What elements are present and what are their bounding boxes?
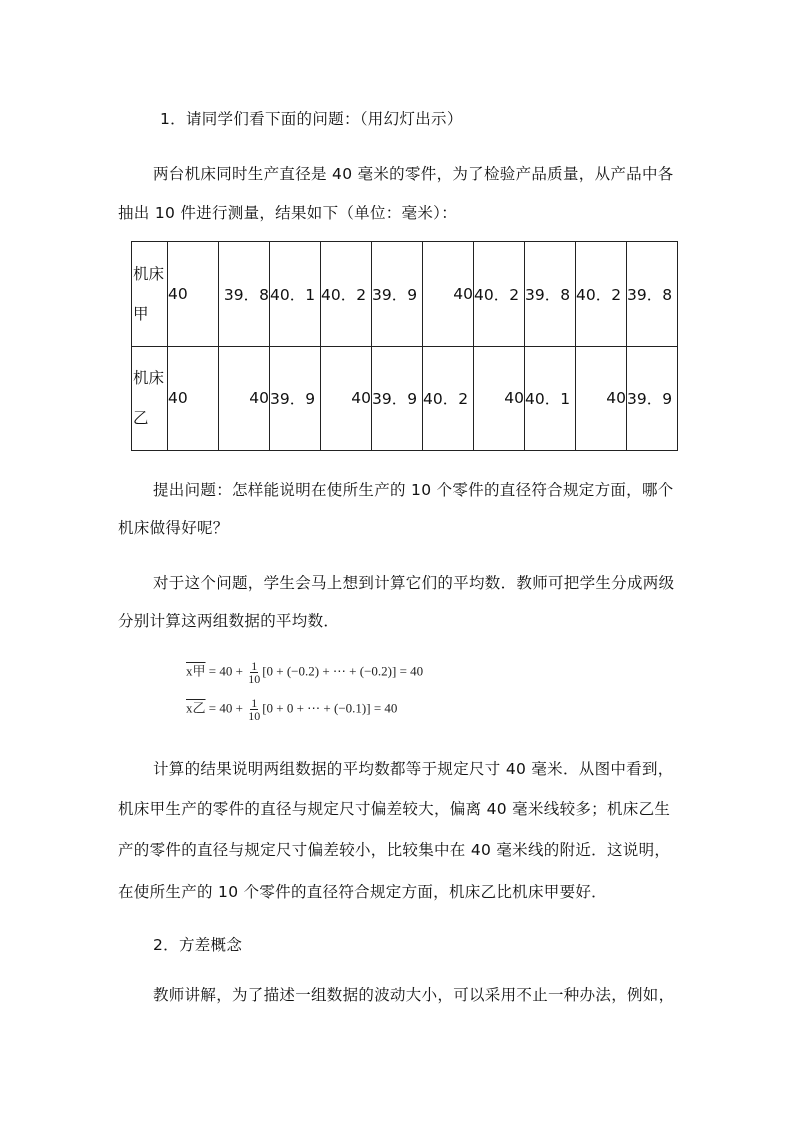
fraction (248, 697, 260, 722)
result-line-1: 计算的结果说明两组数据的平均数都等于规定尺寸 40 毫米．从图中看到， (153, 760, 674, 778)
table-cell: 40．2 (474, 242, 525, 347)
formula-lhs: = 40 + (205, 663, 247, 679)
table-cell: 39．9 (270, 346, 321, 451)
row-label-machine-a: 机床甲 (132, 242, 168, 347)
measurement-table (131, 241, 678, 451)
table-cell: 40．1 (525, 346, 576, 451)
answer-line-2: 分别计算这两组数据的平均数． (118, 612, 340, 630)
table-cell: 40 (168, 346, 219, 451)
row-label-machine-b: 机床乙 (132, 346, 168, 451)
table-cell: 40 (219, 346, 270, 451)
table-cell: 39．8 (627, 242, 678, 347)
fraction-numerator: 1 (251, 659, 258, 673)
answer-line-1: 对于这个问题，学生会马上想到计算它们的平均数．教师可把学生分成两级 (153, 574, 675, 592)
section-2-title: 2．方差概念 (153, 936, 243, 954)
table-cell: 40．2 (321, 242, 372, 347)
fraction-numerator: 1 (251, 696, 258, 710)
table-row-machine-b (132, 346, 678, 451)
result-line-3: 产的零件的直径与规定尺寸偏差较小，比较集中在 40 毫米线的附近．这说明， (118, 841, 671, 859)
question-line-1: 提出问题：怎样能说明在使所生产的 10 个零件的直径符合规定方面，哪个 (153, 481, 674, 499)
result-line-4: 在使所生产的 10 个零件的直径符合规定方面，机床乙比机床甲要好． (118, 883, 607, 901)
table-cell: 39．9 (372, 242, 423, 347)
table-cell: 39．8 (525, 242, 576, 347)
problem-text-line-2: 抽出 10 件进行测量，结果如下（单位：毫米）： (118, 204, 458, 222)
mean-formula-machine-a (186, 660, 423, 685)
table-cell: 39．8 (219, 242, 270, 347)
formula-rhs: [0 + (−0.2) + ⋯ + (−0.2)] = 40 (262, 663, 424, 679)
mean-formula-machine-b (186, 697, 397, 722)
table-cell: 39．9 (627, 346, 678, 451)
problem-text-line-1: 两台机床同时生产直径是 40 毫米的零件，为了检验产品质量，从产品中各 (153, 165, 674, 183)
formula-rhs: [0 + 0 + ⋯ + (−0.1)] = 40 (262, 700, 398, 716)
table-cell: 40 (576, 346, 627, 451)
formula-variable: x甲 (186, 663, 206, 679)
table-cell: 40 (423, 242, 474, 347)
table-cell: 40．2 (576, 242, 627, 347)
formula-lhs: = 40 + (205, 700, 247, 716)
table-cell: 40 (168, 242, 219, 347)
formula-variable: x乙 (186, 700, 206, 716)
result-line-2: 机床甲生产的零件的直径与规定尺寸偏差较大，偏离 40 毫米线较多；机床乙生 (118, 800, 671, 818)
table-row-machine-a (132, 242, 678, 347)
fraction-denominator: 10 (248, 672, 261, 686)
section-2-line-1: 教师讲解，为了描述一组数据的波动大小，可以采用不止一种办法，例如， (153, 986, 675, 1004)
question-line-2: 机床做得好呢？ (118, 519, 229, 537)
section-1-title: 1．请同学们看下面的问题：（用幻灯出示） (160, 110, 463, 128)
table-cell: 40 (321, 346, 372, 451)
table-cell: 40．1 (270, 242, 321, 347)
table-cell: 40．2 (423, 346, 474, 451)
fraction-denominator: 10 (248, 709, 261, 723)
table-cell: 39．9 (372, 346, 423, 451)
fraction (248, 660, 260, 685)
table-cell: 40 (474, 346, 525, 451)
